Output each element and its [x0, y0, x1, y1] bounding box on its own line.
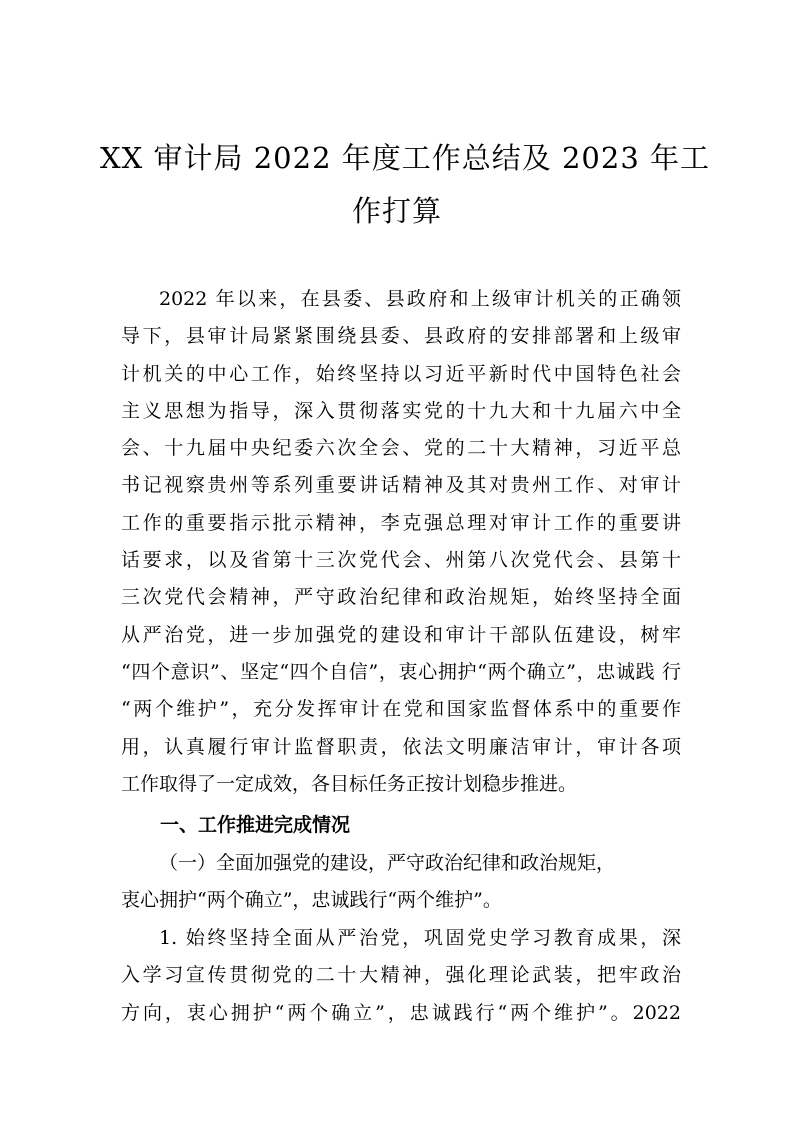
- intro-line: “两个维护”，充分发挥审计在党和国家监督体系中的重要作: [121, 698, 681, 721]
- document-title-line-2: 作打算: [351, 194, 442, 228]
- intro-line: 会、十九届中央纪委六次全会、党的二十大精神，习近平总: [121, 437, 681, 460]
- item-1-line: 方向，衷心拥护“两个确立”，忠诚践行“两个维护”。2022: [121, 1001, 681, 1024]
- item-1-line: 1. 始终坚持全面从严治党，巩固党史学习教育成果，深: [159, 927, 681, 949]
- intro-line: “四个意识”、坚定“四个自信”，衷心拥护“两个确立”，忠诚践 行: [121, 660, 681, 683]
- intro-line: 工作取得了一定成效，各目标任务正按计划稳步推进。: [121, 772, 578, 795]
- item-1-line: 入学习宣传贯彻党的二十大精神，强化理论武装，把牢政治: [121, 964, 681, 987]
- intro-line: 工作的重要指示批示精神，李克强总理对审计工作的重要讲: [121, 511, 681, 534]
- subsection-heading-line: （一）全面加强党的建设，严守政治纪律和政治规矩，: [159, 852, 616, 874]
- intro-line: 2022 年以来，在县委、县政府和上级审计机关的正确领: [159, 288, 681, 310]
- intro-line: 用，认真履行审计监督职责，依法文明廉洁审计，审计各项: [121, 735, 681, 758]
- subsection-heading: [121, 845, 681, 920]
- intro-line: 从严治党，进一步加强党的建设和审计干部队伍建设，树牢: [121, 623, 681, 646]
- intro-paragraph: [121, 281, 681, 803]
- item-1-paragraph: [121, 920, 681, 1032]
- subsection-heading-line: 衷心拥护“两个确立”，忠诚践行“两个维护”。: [121, 889, 502, 912]
- intro-line: 书记视察贵州等系列重要讲话精神及其对贵州工作、对审计: [121, 474, 681, 497]
- intro-line: 主义思想为指导，深入贯彻落实党的十九大和十九届六中全: [121, 399, 681, 422]
- intro-line: 话要求，以及省第十三次党代会、州第八次党代会、县第十: [121, 549, 681, 572]
- intro-line: 三次党代会精神，严守政治纪律和政治规矩，始终坚持全面: [121, 586, 681, 609]
- section-heading: 一、工作推进完成情况: [160, 814, 351, 836]
- intro-line: 计机关的中心工作，始终坚持以习近平新时代中国特色社会: [121, 362, 681, 385]
- document-title-line-1: XX 审计局 2022 年度工作总结及 2023 年工: [100, 141, 710, 175]
- intro-line: 导下，县审计局紧紧围绕县委、县政府的安排部署和上级审: [121, 325, 681, 348]
